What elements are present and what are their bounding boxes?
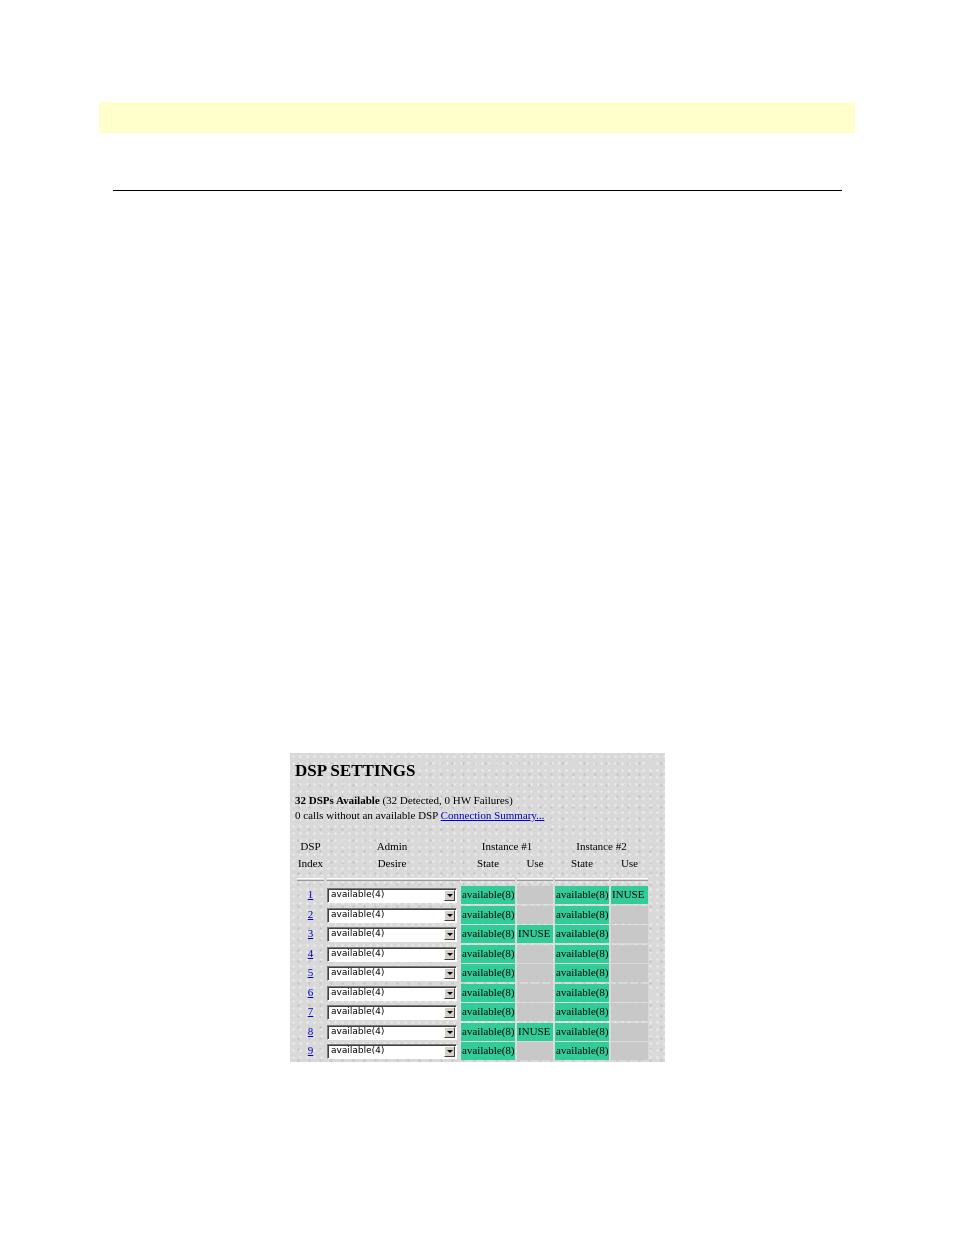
instance-2-state: available(8)	[555, 964, 609, 982]
header-banner	[99, 102, 855, 133]
instance-1-state: available(8)	[461, 925, 515, 943]
dsp-index-link[interactable]: 4	[307, 948, 314, 960]
table-row	[290, 925, 665, 944]
instance-1-state: available(8)	[461, 945, 515, 963]
dsp-index-cell	[297, 964, 324, 983]
instance-1-state: available(8)	[461, 984, 515, 1002]
chevron-down-icon[interactable]	[444, 910, 455, 921]
admin-desire-value: available(4)	[331, 890, 385, 900]
instance-2-state: available(8)	[555, 1023, 609, 1041]
dsp-index-link[interactable]: 7	[307, 1006, 314, 1018]
table-row	[290, 906, 665, 925]
admin-desire-select[interactable]	[327, 1044, 457, 1059]
header-divider	[327, 878, 460, 881]
dsp-availability-summary	[295, 795, 513, 808]
instance-2-use	[611, 925, 648, 943]
instance-2-state: available(8)	[555, 1042, 609, 1060]
dsp-index-cell	[297, 925, 324, 944]
instance-2-state: available(8)	[555, 1003, 609, 1021]
header-instance-1-use: Use	[526, 858, 544, 870]
header-divider	[611, 878, 648, 881]
admin-desire-value: available(4)	[331, 910, 385, 920]
admin-desire-select[interactable]	[327, 888, 457, 903]
instance-1-use	[517, 964, 553, 982]
admin-desire-select[interactable]	[327, 1025, 457, 1040]
chevron-down-icon[interactable]	[444, 929, 455, 940]
admin-desire-select[interactable]	[327, 908, 457, 923]
instance-2-use: INUSE	[611, 886, 648, 904]
admin-desire-select[interactable]	[327, 986, 457, 1001]
header-instance-2: Instance #2	[576, 841, 627, 853]
dsp-index-cell	[297, 1023, 324, 1042]
instance-1-use	[517, 984, 553, 1002]
table-row	[290, 1023, 665, 1042]
instance-2-state: available(8)	[555, 925, 609, 943]
instance-1-state: available(8)	[461, 886, 515, 904]
table-row	[290, 886, 665, 905]
instance-2-state: available(8)	[555, 906, 609, 924]
dsp-index-link[interactable]: 8	[307, 1026, 314, 1038]
instance-2-use	[611, 964, 648, 982]
chevron-down-icon[interactable]	[444, 1027, 455, 1038]
instance-1-use	[517, 1042, 553, 1060]
instance-1-use	[517, 886, 553, 904]
header-divider	[297, 878, 324, 881]
instance-1-state: available(8)	[461, 964, 515, 982]
table-row	[290, 984, 665, 1003]
admin-desire-select[interactable]	[327, 927, 457, 942]
dsp-available-count: 32 DSPs Available	[295, 795, 380, 807]
header-admin: Admin	[376, 841, 408, 853]
instance-2-use	[611, 984, 648, 1002]
instance-1-use	[517, 906, 553, 924]
horizontal-rule	[113, 190, 842, 191]
dsp-index-link[interactable]: 2	[307, 909, 314, 921]
chevron-down-icon[interactable]	[444, 988, 455, 999]
chevron-down-icon[interactable]	[444, 949, 455, 960]
instance-1-state: available(8)	[461, 1023, 515, 1041]
header-desire: Desire	[377, 858, 407, 870]
dsp-index-cell	[297, 886, 324, 905]
dsp-index-cell	[297, 984, 324, 1003]
instance-2-use	[611, 1023, 648, 1041]
instance-2-state: available(8)	[555, 945, 609, 963]
chevron-down-icon[interactable]	[444, 1046, 455, 1057]
header-divider	[517, 878, 553, 881]
admin-desire-value: available(4)	[331, 1027, 385, 1037]
header-divider	[555, 878, 609, 881]
instance-2-state: available(8)	[555, 984, 609, 1002]
instance-2-state: available(8)	[555, 886, 609, 904]
dsp-settings-panel	[290, 753, 665, 1062]
instance-2-use	[611, 1042, 648, 1060]
instance-1-state: available(8)	[461, 906, 515, 924]
dsp-index-cell	[297, 906, 324, 925]
admin-desire-value: available(4)	[331, 968, 385, 978]
header-index: Index	[297, 858, 324, 870]
table-row	[290, 1042, 665, 1061]
instance-2-use	[611, 906, 648, 924]
page-title: DSP SETTINGS	[295, 761, 416, 780]
table-row	[290, 964, 665, 983]
dsp-index-link[interactable]: 3	[307, 928, 314, 940]
dsp-index-cell	[297, 1042, 324, 1061]
dsp-index-link[interactable]: 6	[307, 987, 314, 999]
header-dsp: DSP	[300, 841, 321, 853]
calls-without-dsp-text: 0 calls without an available DSP	[295, 810, 441, 822]
instance-1-state: available(8)	[461, 1042, 515, 1060]
dsp-index-link[interactable]: 9	[307, 1045, 314, 1057]
chevron-down-icon[interactable]	[444, 968, 455, 979]
header-instance-1-state: State	[477, 858, 499, 870]
instance-1-use: INUSE	[517, 925, 553, 943]
dsp-index-link[interactable]: 5	[307, 967, 314, 979]
calls-summary	[295, 810, 544, 823]
admin-desire-value: available(4)	[331, 988, 385, 998]
table-row	[290, 1003, 665, 1022]
header-instance-2-state: State	[571, 858, 593, 870]
dsp-index-cell	[297, 1003, 324, 1022]
admin-desire-value: available(4)	[331, 929, 385, 939]
chevron-down-icon[interactable]	[444, 890, 455, 901]
chevron-down-icon[interactable]	[444, 1007, 455, 1018]
dsp-detected-detail: (32 Detected, 0 HW Failures)	[379, 795, 513, 807]
instance-2-use	[611, 1003, 648, 1021]
admin-desire-value: available(4)	[331, 1007, 385, 1017]
admin-desire-select[interactable]	[327, 1005, 457, 1020]
dsp-index-cell	[297, 945, 324, 964]
header-instance-2-use: Use	[620, 858, 639, 870]
admin-desire-select[interactable]	[327, 947, 457, 962]
instance-1-use	[517, 1003, 553, 1021]
instance-1-use: INUSE	[517, 1023, 553, 1041]
table-row	[290, 945, 665, 964]
header-instance-1: Instance #1	[481, 841, 533, 853]
dsp-index-link[interactable]: 1	[307, 889, 314, 901]
admin-desire-select[interactable]	[327, 966, 457, 981]
instance-2-use	[611, 945, 648, 963]
instance-1-use	[517, 945, 553, 963]
admin-desire-value: available(4)	[331, 1046, 385, 1056]
admin-desire-value: available(4)	[331, 949, 385, 959]
connection-summary-link[interactable]: Connection Summary...	[440, 810, 545, 822]
header-divider	[461, 878, 515, 881]
instance-1-state: available(8)	[461, 1003, 515, 1021]
